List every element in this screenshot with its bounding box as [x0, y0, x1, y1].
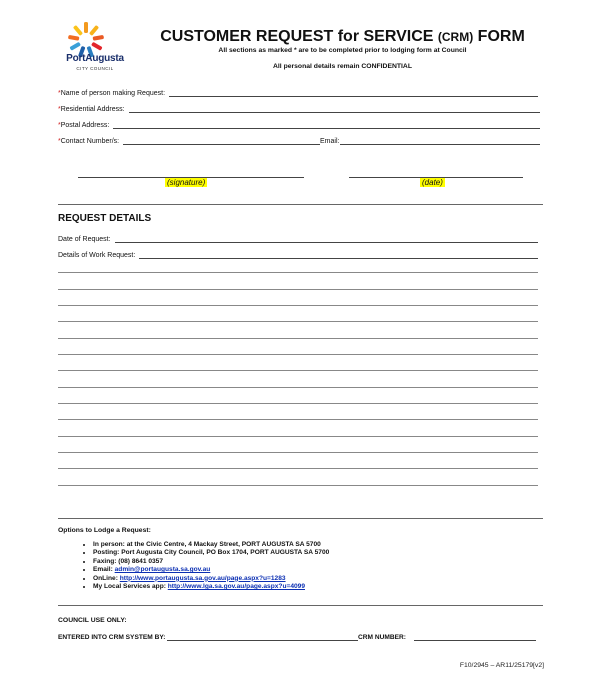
- option-app: • My Local Services app: http://www.lga.sa.gov.au/page.aspx?u=4099: [93, 583, 329, 591]
- signature-label: (signature): [167, 178, 206, 187]
- section-divider: [58, 605, 543, 606]
- request-details-heading: REQUEST DETAILS: [58, 213, 152, 224]
- section-divider: [58, 204, 543, 205]
- writing-line[interactable]: [58, 289, 538, 290]
- document-reference: F10/2945 – AR11/25179[v2]: [459, 662, 544, 669]
- date-of-request-input-line[interactable]: [115, 236, 538, 243]
- entered-by-input-line[interactable]: [167, 634, 358, 641]
- entered-by-label: ENTERED INTO CRM SYSTEM BY:: [58, 634, 166, 641]
- app-link[interactable]: http://www.lga.sa.gov.au/page.aspx?u=4099: [167, 583, 305, 591]
- writing-line[interactable]: [58, 354, 538, 355]
- option-in-person: • In person: at the Civic Centre, 4 Mackay Street, PORT AUGUSTA SA 5700: [93, 541, 329, 549]
- name-label: Name of person making Request:: [60, 90, 166, 97]
- contact-number-input-line[interactable]: [123, 138, 320, 145]
- option-email: • Email: admin@portaugusta.sa.gov.au: [93, 566, 329, 574]
- online-link[interactable]: http://www.portaugusta.sa.gov.au/page.aspx?u=1283: [119, 574, 286, 582]
- residential-address-input-line[interactable]: [129, 106, 540, 113]
- form-instructions: All sections as marked * are to be completed prior to lodging form at Council: [218, 47, 467, 54]
- contact-number-label: Contact Number/s:: [60, 138, 120, 145]
- writing-line[interactable]: [58, 305, 538, 306]
- name-field[interactable]: *Name of person making Request:: [58, 85, 538, 97]
- date-of-request-field[interactable]: [58, 231, 538, 243]
- writing-line[interactable]: [58, 321, 538, 322]
- email-input-line[interactable]: [340, 138, 540, 145]
- writing-line[interactable]: [58, 485, 538, 486]
- email-field[interactable]: [320, 133, 540, 145]
- council-use-heading: COUNCIL USE ONLY:: [58, 617, 127, 624]
- option-posting: • Posting: Port Augusta City Council, PO Box 1704, PORT AUGUSTA SA 5700: [93, 549, 329, 557]
- date-label: (date): [422, 178, 443, 187]
- writing-line[interactable]: [58, 468, 538, 469]
- section-divider: [58, 518, 543, 519]
- postal-address-input-line[interactable]: [113, 122, 540, 129]
- crm-number-field[interactable]: [358, 629, 536, 641]
- postal-address-label: Postal Address:: [60, 122, 110, 129]
- writing-line[interactable]: [58, 452, 538, 453]
- crm-number-label: CRM NUMBER:: [358, 634, 406, 641]
- lodge-options-heading: Options to Lodge a Request:: [58, 527, 151, 534]
- crm-number-input-line[interactable]: [414, 634, 536, 641]
- email-link[interactable]: admin@portaugusta.sa.gov.au: [114, 566, 211, 574]
- details-of-work-input-line[interactable]: [139, 252, 538, 259]
- details-of-work-field[interactable]: [58, 247, 538, 259]
- logo-org-subtitle: CITY COUNCIL: [76, 66, 114, 71]
- confidential-notice: All personal details remain CONFIDENTIAL: [273, 63, 412, 70]
- entered-by-field[interactable]: [58, 629, 358, 641]
- writing-line[interactable]: [58, 436, 538, 437]
- writing-line[interactable]: [58, 370, 538, 371]
- email-label: Email:: [320, 138, 340, 145]
- name-input-line[interactable]: [169, 90, 538, 97]
- logo-org-name: PortAugusta: [66, 53, 124, 64]
- postal-address-field[interactable]: *Postal Address:: [58, 117, 540, 129]
- option-faxing: • Faxing: (08) 8641 0357: [93, 558, 329, 566]
- residential-address-field[interactable]: *Residential Address:: [58, 101, 540, 113]
- date-of-request-label: Date of Request:: [58, 236, 111, 243]
- option-online: • OnLine: http://www.portaugusta.sa.gov.au/page.aspx?u=1283: [93, 575, 329, 583]
- writing-line[interactable]: [58, 338, 538, 339]
- lodge-options-list: [75, 541, 329, 591]
- writing-line[interactable]: [58, 387, 538, 388]
- form-title: CUSTOMER REQUEST for SERVICE (CRM) FORM: [160, 28, 525, 45]
- writing-line[interactable]: [58, 272, 538, 273]
- details-of-work-label: Details of Work Request:: [58, 252, 136, 259]
- residential-address-label: Residential Address:: [60, 106, 125, 113]
- contact-number-field[interactable]: *Contact Number/s:: [58, 133, 320, 145]
- writing-line[interactable]: [58, 403, 538, 404]
- writing-line[interactable]: [58, 419, 538, 420]
